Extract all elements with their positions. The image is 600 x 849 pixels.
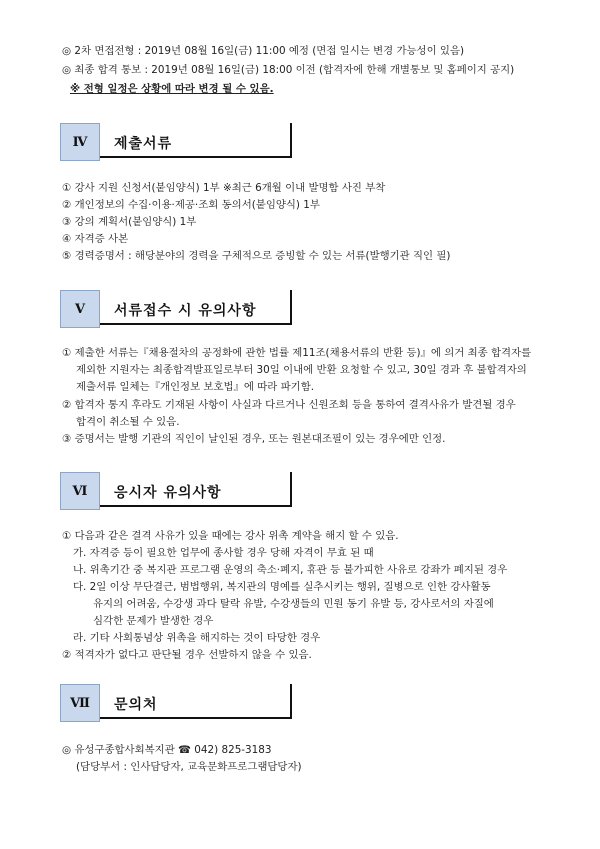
applicant-item-2: ② 적격자가 없다고 판단될 경우 선발하지 않을 수 있음. [62,649,312,661]
schedule-interview: ◎ 2차 면접전형 : 2019년 08월 16일(금) 11:00 예정 (면접 일시는 변경 가능성이 있음) [62,45,465,57]
applicant-sub-d: 라. 기타 사회통념상 위촉을 해지하는 것이 타당한 경우 [73,632,321,644]
applicant-item-1: ① 다음과 같은 결격 사유가 있을 때에는 강사 위촉 계약을 해지 할 수 있음. [62,530,399,542]
schedule-final: ◎ 최종 합격 통보 : 2019년 08월 16일(금) 18:00 이전 (합격자에 한해 개별통보 및 홈페이지 공지) [62,64,515,76]
submission-item-1-cont: 제외한 지원자는 최종합격발표일로부터 30일 이내에 반환 요청할 수 있고, 30일 경과 후 불합격자의 [76,364,527,376]
doc-item-2: ② 개인정보의 수집·이용·제공·조회 동의서(붙임양식) 1부 [62,199,320,211]
contact-department: (담당부서 : 인사담당자, 교육문화프로그램담당자) [76,761,302,773]
submission-item-2-cont: 합격이 취소될 수 있음. [76,416,180,428]
section-title-4: 제출서류 [114,136,173,152]
section-header-6 [60,472,292,510]
section-title-7: 문의처 [114,697,158,713]
section-rule-horizontal [100,505,292,507]
section-rule-vertical [290,290,292,324]
submission-item-2: ② 합격자 통지 후라도 기재된 사항이 사실과 다르거나 신원조회 등을 통하여 결격사유가 발견될 경우 [62,399,516,411]
submission-item-3: ③ 증명서는 발행 기관의 직인이 날인된 경우, 또는 원본대조필이 있는 경우에만 인정. [62,433,446,445]
section-numeral-4: Ⅳ [60,123,100,161]
section-numeral-5: Ⅴ [60,290,100,328]
applicant-sub-a: 가. 자격증 등이 필요한 업무에 종사할 경우 당해 자격이 무효 된 때 [73,547,374,559]
contact-line: ◎ 유성구종합사회복지관 ☎ 042) 825-3183 [62,744,272,756]
section-rule-vertical [290,123,292,157]
section-rule-vertical [290,684,292,718]
section-rule-horizontal [100,717,292,719]
doc-item-5: ⑤ 경력증명서 : 해당분야의 경력을 구체적으로 증빙할 수 있는 서류(발행기관 직인 필) [62,250,451,262]
applicant-sub-c-cont: 유지의 어려움, 수강생 과다 탈락 유발, 수강생들의 민원 동기 유발 등, 강사로서의 자질에 [93,598,494,610]
section-rule-horizontal [100,156,292,158]
submission-item-1-cont2: 제출서류 일체는『개인정보 보호법』에 따라 파기함. [76,381,315,393]
applicant-sub-c: 다. 2일 이상 무단결근, 범법행위, 복지관의 명예를 실추시키는 행위, 질병으로 인한 강사활동 [73,581,491,593]
doc-item-3: ③ 강의 계획서(붙임양식) 1부 [62,216,197,228]
doc-item-4: ④ 자격증 사본 [62,233,129,245]
section-rule-vertical [290,472,292,506]
section-header-7 [60,684,292,722]
section-header-4 [60,123,292,161]
section-title-6: 응시자 유의사항 [114,485,222,501]
applicant-sub-c-cont2: 심각한 문제가 발생한 경우 [93,615,214,627]
schedule-note: ※ 전형 일정은 상황에 따라 변경 될 수 있음. [70,83,274,95]
applicant-sub-b: 나. 위촉기간 중 복지관 프로그램 운영의 축소·폐지, 휴관 등 불가피한 사유로 강좌가 폐지된 경우 [73,564,508,576]
section-rule-horizontal [100,323,292,325]
doc-item-1: ① 강사 지원 신청서(붙임양식) 1부 ※최근 6개월 이내 발명함 사진 부착 [62,182,386,194]
section-numeral-7: Ⅶ [60,684,100,722]
section-header-5 [60,290,292,328]
submission-item-1: ① 제출한 서류는『채용절차의 공정화에 관한 법률 제11조(채용서류의 반환 등)』에 의거 최종 합격자를 [62,347,532,359]
section-numeral-6: Ⅵ [60,472,100,510]
section-title-5: 서류접수 시 유의사항 [114,303,257,319]
